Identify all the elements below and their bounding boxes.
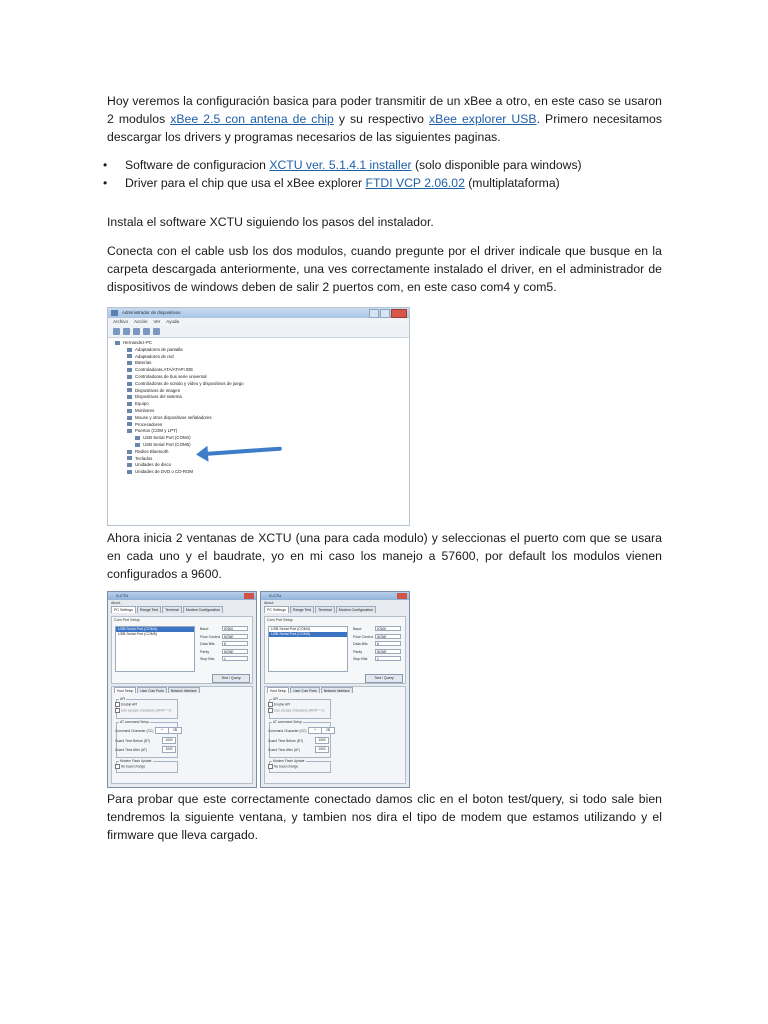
- tree-item: Monitores: [115, 408, 409, 415]
- host-setup-panel: Host Setup User Com Ports Network Interface API Enable API Use escape characters (ATAP = 2) AT command Setup Command Character (CC) + 2B Guard Time Before (BT) 1000 Guard Time After (AT) 1000 Modem Flash Update No baud change: [111, 686, 253, 784]
- scan-icon: [153, 328, 160, 335]
- back-icon: [113, 328, 120, 335]
- tree-item: Teclados: [115, 456, 409, 463]
- device-icon: [127, 402, 132, 406]
- tab-range-test: Range Test: [290, 606, 314, 613]
- tree-item-com4: USB Serial Port (COM4): [115, 435, 409, 442]
- intro-text-1: Hoy veremos la configuración basica para poder transmitir de un xBee a otro, en este caso se usaron 2 modulos: [107, 94, 662, 126]
- device-icon: [127, 354, 132, 358]
- connect-paragraph: Conecta con el cable usb los dos modulos, cuando pregunte por el driver indicale que busque en la carpeta descargada anteriormente, una ves correctamente instalado el driver, en el administrador de dispositivos de windows deben de salir 2 puertos com, en este caso com4 y com5.: [107, 244, 662, 294]
- tab-terminal: Terminal: [162, 606, 182, 613]
- device-icon: [127, 463, 132, 467]
- xctu-link[interactable]: XCTU ver. 5.1.4.1 installer: [269, 158, 412, 172]
- device-manager-toolbar: [108, 326, 409, 338]
- port-icon: [135, 443, 140, 447]
- intro-paragraph: [107, 92, 662, 146]
- xctu-paragraph: Ahora inicia 2 ventanas de XCTU (una para cada modulo) y seleccionas el puerto com que se usara en cada uno y el baudrate, yo en mi caso los manejo a 57600, por default los modulos vienen configurados a 9600.: [107, 531, 662, 581]
- enable-api-checkbox: [268, 702, 273, 707]
- device-icon: [127, 368, 132, 372]
- intro-text-3: . Primero necesitamos descargar los drivers y programas necesarios de las siguientes paginas.: [107, 112, 663, 144]
- article-body: [107, 92, 662, 296]
- device-manager-menubar: Archivo Acción Ver Ayuda: [108, 318, 409, 326]
- xctu-tabs: [261, 606, 409, 613]
- list-item: • Driver para el chip que usa el xBee explorer FTDI VCP 2.06.02 (multiplataforma): [107, 174, 662, 192]
- device-icon: [127, 361, 132, 365]
- port-list: [115, 626, 195, 672]
- install-paragraph: Instala el software XCTU siguiendo los pasos del instalador.: [107, 215, 434, 229]
- device-manager-screenshot: [107, 307, 410, 526]
- device-manager-titlebar: Administrador de dispositivos: [108, 308, 409, 318]
- port-icon: [135, 436, 140, 440]
- list-item: USB Serial Port (COM5): [118, 632, 157, 636]
- minimize-icon: [369, 309, 379, 318]
- device-icon: [127, 456, 132, 460]
- list-item: USB Serial Port (COM4): [116, 627, 194, 632]
- tree-item: Controladoras ATA/ATAPI IDE: [115, 367, 409, 374]
- tree-item: Unidades de DVD o CD-ROM: [115, 469, 409, 476]
- tree-item: Puertos (COM y LPT): [115, 428, 409, 435]
- xctu-tabs: [108, 606, 256, 613]
- forward-icon: [123, 328, 130, 335]
- device-icon: [127, 375, 132, 379]
- device-icon: [127, 395, 132, 399]
- tab-modem-configuration: Modem Configuration: [336, 606, 376, 613]
- list-item: USB Serial Port (COM5): [269, 632, 347, 637]
- tree-item-com5: USB Serial Port (COM5): [115, 442, 409, 449]
- tab-terminal: Terminal: [315, 606, 335, 613]
- downloads-list: [107, 156, 662, 192]
- list-item: USB Serial Port (COM4): [271, 627, 310, 631]
- tree-item: Dispositivos del sistema: [115, 394, 409, 401]
- port-icon: [127, 429, 132, 433]
- tab-modem-configuration: Modem Configuration: [183, 606, 223, 613]
- maximize-icon: [380, 309, 390, 318]
- tree-item: Dispositivos de imagen: [115, 388, 409, 395]
- device-tree: [108, 338, 409, 476]
- tree-item: Baterías: [115, 360, 409, 367]
- device-icon: [127, 422, 132, 426]
- device-icon: [127, 382, 132, 386]
- intro-text-2: y su respectivo: [333, 112, 429, 126]
- tree-item: Radios Bluetooth: [115, 449, 409, 456]
- device-icon: [127, 348, 132, 352]
- tab-pc-settings: PC Settings: [264, 606, 289, 613]
- com-port-setup: Com Port Setup USB Serial Port (COM4) USB Serial Port (COM5) Baud 57600 Flow Control NONE Data Bits 8 Parity NONE Stop Bits 1 Test / Query: [111, 616, 253, 684]
- tree-item: Procesadores: [115, 422, 409, 429]
- device-icon: [127, 450, 132, 454]
- computer-icon: [115, 341, 120, 345]
- port-list: [268, 626, 348, 672]
- xbee-chip-link[interactable]: xBee 2.5 con antena de chip: [170, 112, 334, 126]
- xctu-screenshot: [107, 591, 409, 786]
- close-icon: [391, 309, 407, 318]
- tree-root: Hernandez-PC: [115, 340, 409, 347]
- xctu-window-com4: X-CTU About PC Settings Range Test Terminal Modem Configuration Com Port Setup USB Serial Port (COM4) USB Serial Port (COM5) Baud 57600 Flow Control NONE Data Bits 8 Parity NONE Stop Bits 1 Test / Query Host Setup User Com Ports Network Interface API Enable API Use escape characters (ATAP = 2) AT command Setup Command Character (CC) + 2B Guard Time Before (BT) 1000 Guard Time After (AT) 1000 Modem Flash Update No baud change: [107, 591, 257, 788]
- com-port-setup: Com Port Setup USB Serial Port (COM4) USB Serial Port (COM5) Baud 57600 Flow Control NONE Data Bits 8 Parity NONE Stop Bits 1 Test / Query: [264, 616, 406, 684]
- tree-item: Controladoras de sonido y vídeo y dispositivos de juego: [115, 381, 409, 388]
- port-settings: Baud 57600 Flow Control NONE Data Bits 8 Parity NONE Stop Bits 1: [200, 626, 250, 664]
- properties-icon: [133, 328, 140, 335]
- tab-pc-settings: PC Settings: [111, 606, 136, 613]
- device-icon: [127, 388, 132, 392]
- host-setup-panel: Host Setup User Com Ports Network Interface API Enable API Use escape characters (ATAP = 2) AT command Setup Command Character (CC) + 2B Guard Time Before (BT) 1000 Guard Time After (AT) 1000 Modem Flash Update No baud change: [264, 686, 406, 784]
- tree-item: Equipo: [115, 401, 409, 408]
- device-icon: [127, 416, 132, 420]
- device-icon: [127, 409, 132, 413]
- tab-range-test: Range Test: [137, 606, 161, 613]
- help-icon: [143, 328, 150, 335]
- tree-item: Mouse y otros dispositivos señaladores: [115, 415, 409, 422]
- tree-item: Controladoras de bus serie universal: [115, 374, 409, 381]
- xctu-window-com5: X-CTU About PC Settings Range Test Terminal Modem Configuration Com Port Setup USB Serial Port (COM4) USB Serial Port (COM5) Baud 57600 Flow Control NONE Data Bits 8 Parity NONE Stop Bits 1 Test / Query Host Setup User Com Ports Network Interface API Enable API Use escape characters (ATAP = 2) AT command Setup Command Character (CC) + 2B Guard Time Before (BT) 1000 Guard Time After (AT) 1000 Modem Flash Update No baud change: [260, 591, 410, 788]
- ftdi-vcp-link[interactable]: FTDI VCP 2.06.02: [365, 176, 465, 190]
- test-query-button: Test / Query: [212, 674, 250, 683]
- xbee-explorer-link[interactable]: xBee explorer USB: [429, 112, 537, 126]
- port-settings: Baud 57600 Flow Control NONE Data Bits 8 Parity NONE Stop Bits 1: [353, 626, 403, 664]
- tree-item: Adaptadores de pantalla: [115, 347, 409, 354]
- tree-item: Unidades de disco: [115, 462, 409, 469]
- tree-item: Adaptadores de red: [115, 354, 409, 361]
- test-query-paragraph: Para probar que este correctamente conectado damos clic en el boton test/query, si todo sale bien tendremos la siguiente ventana, y tambien nos dira el tipo de modem que estamos utilizando y el firmware que lleva cargado.: [107, 792, 662, 842]
- list-item: • Software de configuracion XCTU ver. 5.1.4.1 installer (solo disponible para windows): [107, 156, 662, 174]
- device-icon: [127, 470, 132, 474]
- enable-api-checkbox: [115, 702, 120, 707]
- window-icon: [111, 310, 118, 316]
- test-query-button: Test / Query: [365, 674, 403, 683]
